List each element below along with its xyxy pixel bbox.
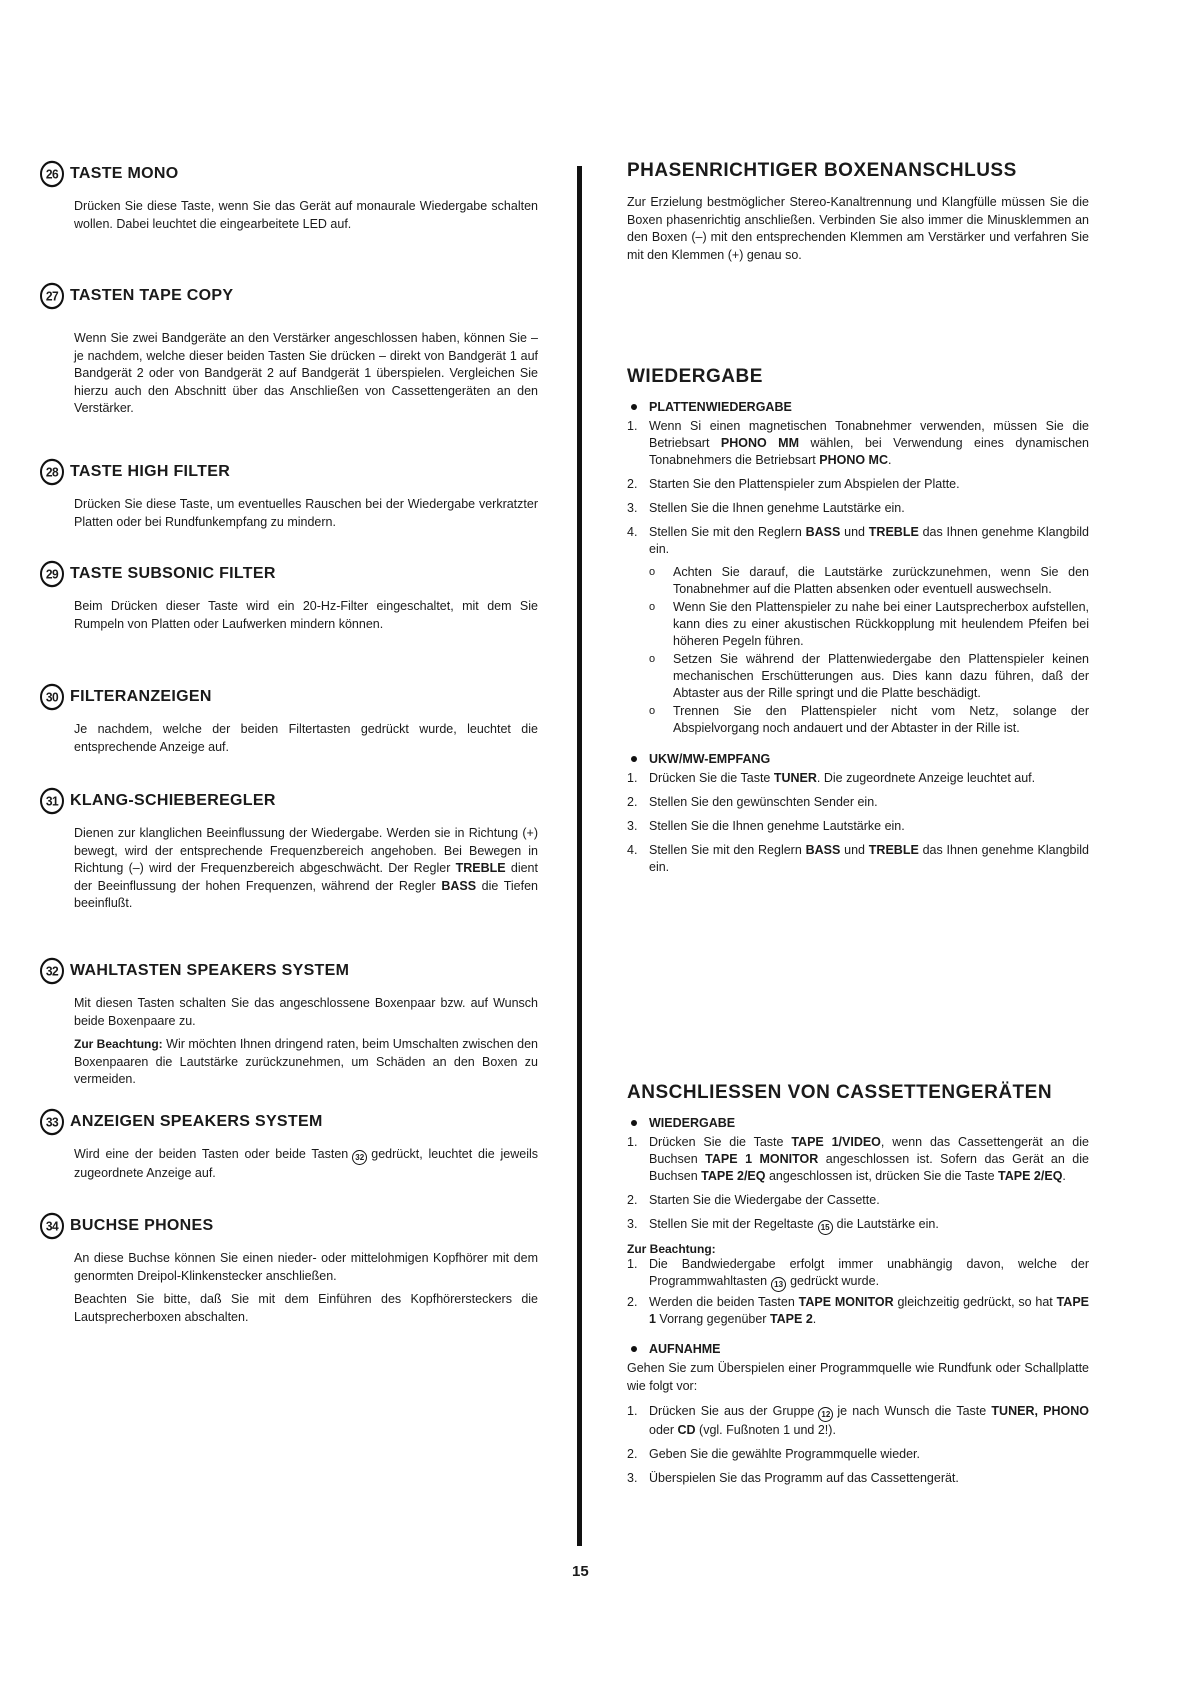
section-title: FILTERANZEIGEN [70,688,212,705]
bullet-circle: o [649,566,656,578]
text-run: Drücken Sie die Taste [649,771,774,785]
page-number: 15 [572,1563,589,1580]
text-run: je nach Wunsch die Taste [837,1404,992,1418]
list-item [627,1256,1089,1292]
bold-term: PHONO MC [819,453,888,467]
section-title: WAHLTASTEN SPEAKERS SYSTEM [70,962,350,979]
bold-term: TUNER, PHONO [991,1404,1089,1418]
text-run: gedrückt, leuchtet die jeweils zugeordnete Anzeige auf. [74,1147,539,1181]
text-run: die Tiefen beeinflußt. [74,878,538,910]
bold-term: BASS [805,843,841,857]
section-title: TASTE HIGH FILTER [70,463,231,480]
text-run: und [840,525,869,539]
subsection-heading [627,400,1089,414]
reference-number-badge: 32 [352,1150,367,1165]
section-heading [40,160,538,188]
text-run: oder [649,1423,678,1437]
section-heading [40,1108,538,1136]
list-text: Setzen Sie während der Plattenwiedergabe den Plattenspieler keinen mechanischen Erschütterungen aus. Dies kann dazu führen, daß der Abtaster aus der Rille springt und die Platte beschädigt. [673,652,1089,700]
section-31 [40,787,538,919]
text-run: Werden die beiden Tasten [649,1295,799,1309]
section-body [74,330,538,418]
list-text: Geben Sie die gewählte Programmquelle wieder. [649,1447,920,1461]
list-number: 2. [627,477,638,491]
item-number-badge: 26 [40,161,64,187]
list-item [627,524,1089,738]
section-title: TASTE MONO [70,165,179,182]
section-cassette-connection [627,1082,1089,1494]
list-item [627,476,1089,493]
paragraph: Beachten Sie bitte, daß Sie mit dem Einführen des Kopfhörersteckers die Lautsprecherboxen abschalten. [74,1292,538,1324]
text-run: Wenn Si einen magnetischen Tonabnehmer verwenden, müssen Sie die Betriebsart [649,419,1089,450]
section-34 [40,1212,538,1332]
list-text: Starten Sie die Wiedergabe der Cassette. [649,1193,880,1207]
paragraph: Gehen Sie zum Überspielen einer Programmquelle wie Rundfunk oder Schallplatte wie folgt vor: [627,1361,1089,1393]
section-body [74,1250,538,1326]
text-run: , wenn das Cassettengerät an die Buchsen [649,1135,1089,1166]
text-run: Vorrang gegenüber [655,1312,770,1326]
bold-term: TAPE 2/EQ [701,1169,766,1183]
list-number: 3. [627,501,638,515]
item-number-badge: 32 [40,958,64,984]
paragraph: Drücken Sie diese Taste, wenn Sie das Gerät auf monaurale Wiedergabe schalten wollen. Dabei leuchtet die eingearbeitete LED auf. [74,199,538,231]
section-phase-connection [627,160,1089,264]
section-body [74,496,538,531]
column-divider [577,166,582,1546]
list-item [649,599,1089,650]
list-text [649,524,1089,738]
section-title: TASTE SUBSONIC FILTER [70,565,276,582]
list-text [649,418,1089,469]
list-text [649,842,1089,876]
list-number: 3. [627,1217,638,1231]
text-run: gleichzeitig gedrückt, so hat [893,1295,1057,1309]
list-item [627,818,1089,835]
list-text [649,1256,1089,1292]
section-28 [40,458,538,537]
list-item [649,564,1089,598]
list-text: Wenn Sie den Plattenspieler zu nahe bei einer Lautsprecherbox aufstellen, kann dies zu einer akustischen Rückkopplung mit heulendem Pfeifen bei höheren Pegeln führen. [673,600,1089,648]
section-body [74,198,538,233]
subsection-heading [627,752,1089,766]
paragraph: Beim Drücken dieser Taste wird ein 20-Hz-Filter eingeschaltet, mit dem Sie Rumpeln von Platten oder Laufwerken mindern können. [74,599,538,631]
section-title: BUCHSE PHONES [70,1217,214,1234]
bold-term: PHONO MM [720,436,799,450]
list-number: 2. [627,795,638,809]
item-number-badge: 30 [40,684,64,710]
bold-term: BASS [805,525,841,539]
list-item [627,1216,1089,1235]
text-run: wählen, bei Verwendung eines dynamischen Tonabnehmers die Betriebsart [649,436,1089,467]
note-paragraph [74,1036,538,1089]
list-number: 2. [627,1193,638,1207]
list-number: 4. [627,843,638,857]
text-run: Drücken Sie aus der Gruppe [649,1404,815,1418]
list-item [627,1134,1089,1185]
section-title: ANZEIGEN SPEAKERS SYSTEM [70,1113,323,1130]
list-item [627,1470,1089,1487]
bold-term: TAPE 2 [769,1312,813,1326]
section-33 [40,1108,538,1189]
list-item [627,1446,1089,1463]
section-playback [627,366,1089,883]
text-run: Wird eine der beiden Tasten oder beide Tasten [74,1147,349,1161]
list-text: Stellen Sie die Ihnen genehme Lautstärke ein. [649,819,905,833]
list-item [627,500,1089,517]
section-title: ANSCHLIESSEN VON CASSETTENGERÄTEN [627,1082,1053,1103]
section-heading [40,560,538,588]
list-text: Überspielen Sie das Programm auf das Cassettengerät. [649,1471,959,1485]
section-title: PHASENRICHTIGER BOXENANSCHLUSS [627,160,1017,181]
list-item [627,1403,1089,1439]
item-number-badge: 31 [40,788,64,814]
list-item [627,1294,1089,1328]
bold-term: BASS [441,878,477,893]
text-run: Wir möchten Ihnen dringend raten, beim Umschalten zwischen den Boxenpaaren die Lautstärke zurückzunehmen, um Schäden an den Boxen zu vermeiden. [74,1037,538,1086]
numbered-list [627,1403,1089,1487]
text-run: Stellen Sie mit den Reglern [649,525,806,539]
section-title: TASTEN TAPE COPY [70,287,234,304]
numbered-list [627,1256,1089,1328]
subsection-title: PLATTENWIEDERGABE [649,400,792,414]
bullet-list [649,564,1089,737]
section-heading [40,957,538,985]
bullet-circle: o [649,653,656,665]
text-run: Die Bandwiedergabe erfolgt immer unabhängig davon, welche der Programmwahltasten [649,1257,1089,1288]
subsection-title: WIEDERGABE [649,1116,736,1130]
text-run: das Ihnen genehme Klangbild ein. [649,843,1089,874]
section-30 [40,683,538,762]
list-text [649,1216,1089,1235]
section-29 [40,560,538,639]
text-run: Stellen Sie mit der Regeltaste [649,1217,814,1231]
bold-term: TREBLE [868,843,919,857]
text-run: angeschlossen ist. Sofern das Gerät an die Buchsen [649,1152,1089,1183]
bullet-dot [631,1346,637,1352]
text-run: das Ihnen genehme Klangbild ein. [649,525,1089,556]
list-item [627,794,1089,811]
list-number: 3. [627,1471,638,1485]
bold-term: TAPE 1 MONITOR [705,1152,819,1166]
numbered-list [627,418,1089,738]
list-item [649,703,1089,737]
section-body [74,1146,538,1183]
section-27 [40,282,538,424]
text-run: dient der Beeinflussung der hohen Frequenzen, während der Regler [74,861,538,893]
list-number: 1. [627,1257,638,1271]
list-number: 1. [627,419,638,433]
paragraph: An diese Buchse können Sie einen nieder- oder mittelohmigen Kopfhörer mit dem genormten Dreipol-Klinkenstecker anschließen. [74,1251,538,1283]
list-item [627,418,1089,469]
list-number: 1. [627,1135,638,1149]
reference-number-badge: 13 [771,1277,786,1292]
paragraph: Je nachdem, welche der beiden Filtertasten gedrückt wurde, leuchtet die entsprechende Anzeige auf. [74,722,538,754]
text-run: die Lautstärke ein. [836,1217,939,1231]
list-number: 2. [627,1295,638,1309]
list-item [627,770,1089,787]
paragraph: Drücken Sie diese Taste, um eventuelles Rauschen bei der Wiedergabe verkratzter Platten oder bei Rundfunkempfang zu mindern. [74,497,538,529]
text-run: . [812,1312,817,1326]
text-run: Stellen Sie mit den Reglern [649,843,806,857]
section-heading [40,458,538,486]
section-32 [40,957,538,1095]
bold-term: TAPE 2/EQ [998,1169,1063,1183]
section-title: KLANG-SCHIEBEREGLER [70,792,276,809]
numbered-list [627,1134,1089,1235]
section-body [74,995,538,1089]
bullet-circle: o [649,601,656,613]
item-number-badge: 27 [40,283,64,309]
text-run: gedrückt wurde. [790,1274,880,1288]
note-label: Zur Beachtung: [74,1037,163,1051]
subsection-title: UKW/MW-EMPFANG [649,752,771,766]
subsection-heading [627,1116,1089,1130]
paragraph [74,1146,538,1183]
note-label: Zur Beachtung: [627,1242,716,1256]
section-heading [40,683,538,711]
list-text: Trennen Sie den Plattenspieler nicht vom Netz, solange der Abspielvorgang noch andauert und der Abtaster in der Rille ist. [673,704,1089,735]
paragraph: Wenn Sie zwei Bandgeräte an den Verstärker angeschlossen haben, können Sie – je nachdem, welche dieser beiden Tasten Sie drücken – direkt von Bandgerät 1 auf Bandgerät 2 oder von Bandgerät 2 auf Bandgerät 1 überspielen. Vergleichen Sie hierzu auch den Abschnitt über das Anschließen von Cassettengeräten an den Verstärker. [74,331,538,415]
item-number-badge: 34 [40,1213,64,1239]
subsection-title: AUFNAHME [649,1342,721,1356]
bold-term: TAPE MONITOR [798,1295,894,1309]
text-run: . [1062,1169,1066,1183]
bold-term: TREBLE [455,861,506,875]
bold-term: TUNER [773,771,817,785]
text-run: und [840,843,869,857]
bullet-dot [631,756,637,762]
list-item [649,651,1089,702]
list-text: Stellen Sie die Ihnen genehme Lautstärke ein. [649,501,905,515]
bold-term: TAPE 1/VIDEO [791,1135,881,1149]
bold-term: TREBLE [868,525,919,539]
text-run: Drücken Sie die Taste [649,1135,792,1149]
section-body [74,598,538,633]
numbered-list [627,770,1089,876]
item-number-badge: 29 [40,561,64,587]
list-number: 3. [627,819,638,833]
list-number: 1. [627,1404,638,1418]
list-text [649,1294,1089,1328]
list-item [627,842,1089,876]
text-run: . [887,453,892,467]
bullet-dot [631,1120,637,1126]
item-number-badge: 33 [40,1109,64,1135]
section-26 [40,160,538,239]
section-heading [40,1212,538,1240]
paragraph [74,825,538,913]
list-text [649,1403,1089,1439]
text-run: Dienen zur klanglichen Beeinflussung der Wiedergabe. Werden sie in Richtung (+) bewegt, wird der entsprechende Frequenzbereich angehoben. Bei Bewegen in Richtung (–) wird der Frequenzbereich abgeschwächt. Der Regler [74,826,538,875]
reference-number-badge: 15 [818,1220,833,1235]
section-heading [40,282,538,310]
section-body [74,825,538,913]
list-text [649,1134,1089,1185]
text-run: . Die zugeordnete Anzeige leuchtet auf. [816,771,1036,785]
text-run: (vgl. Fußnoten 1 und 2!). [695,1423,836,1437]
list-text: Achten Sie darauf, die Lautstärke zurückzunehmen, wenn Sie den Tonabnehmer auf die Platten absenken oder eventuell auswechseln. [673,565,1089,596]
bullet-dot [631,404,637,410]
section-title: WIEDERGABE [627,366,763,387]
list-text: Stellen Sie den gewünschten Sender ein. [649,795,878,809]
bullet-circle: o [649,705,656,717]
bold-term: TAPE 1 [649,1295,1089,1326]
bold-term: CD [677,1423,696,1437]
paragraph: Mit diesen Tasten schalten Sie das angeschlossene Boxenpaar bzw. auf Wunsch beide Boxenpaare zu. [74,996,538,1028]
list-number: 1. [627,771,638,785]
subsection-heading [627,1342,1089,1356]
text-run: angeschlossen ist, drücken Sie die Taste [765,1169,999,1183]
item-number-badge: 28 [40,459,64,485]
list-number: 2. [627,1447,638,1461]
list-number: 4. [627,525,638,539]
reference-number-badge: 12 [818,1407,833,1422]
list-text [649,770,1089,787]
list-text: Starten Sie den Plattenspieler zum Abspielen der Platte. [649,477,960,491]
section-heading [40,787,538,815]
section-body [74,721,538,756]
list-item [627,1192,1089,1209]
paragraph: Zur Erzielung bestmöglicher Stereo-Kanaltrennung und Klangfülle müssen Sie die Boxen phasenrichtig anschließen. Verbinden Sie also immer die Minusklemmen an den Boxen (–) mit den entsprechenden Klemmen am Verstärker und verfahren Sie mit den Klemmen (+) genau so. [627,195,1089,262]
